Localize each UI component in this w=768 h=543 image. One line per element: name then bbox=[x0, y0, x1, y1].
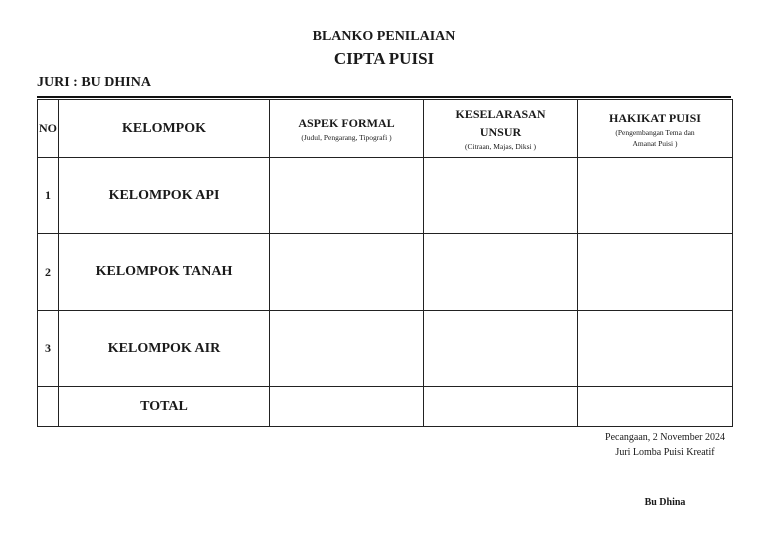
col-header-aspek-formal bbox=[270, 100, 424, 158]
total-cell-keselarasan[interactable] bbox=[424, 387, 578, 427]
score-cell-keselarasan[interactable] bbox=[424, 234, 578, 311]
hakikat-label: HAKIKAT PUISI bbox=[609, 110, 701, 125]
aspek-formal-label: ASPEK FORMAL bbox=[298, 116, 395, 130]
keselarasan-label-line1: KESELARASAN bbox=[455, 107, 546, 121]
hakikat-sublabel-2: Amanat Puisi ) bbox=[632, 138, 678, 148]
score-cell-hakikat[interactable] bbox=[578, 234, 733, 311]
score-table bbox=[37, 99, 733, 427]
aspek-formal-sublabel: (Judul, Pengarang, Tipografi ) bbox=[301, 133, 392, 142]
score-cell-keselarasan[interactable] bbox=[424, 158, 578, 234]
row-number: 1 bbox=[38, 158, 59, 234]
table-row bbox=[38, 158, 733, 234]
row-number: 2 bbox=[38, 234, 59, 311]
col-header-kelompok-label: KELOMPOK bbox=[122, 120, 206, 136]
score-cell-aspek-formal[interactable] bbox=[270, 234, 424, 311]
total-cell-aspek-formal[interactable] bbox=[270, 387, 424, 427]
form-subtitle: CIPTA PUISI bbox=[333, 49, 435, 68]
score-cell-hakikat[interactable] bbox=[578, 311, 733, 387]
score-cell-aspek-formal[interactable] bbox=[270, 311, 424, 387]
table-row bbox=[38, 311, 733, 387]
signature-name: Bu Dhina bbox=[644, 497, 686, 508]
table-row bbox=[38, 234, 733, 311]
row-number: 3 bbox=[38, 311, 59, 387]
row-kelompok: KELOMPOK API bbox=[59, 158, 270, 234]
juri-role: Juri Lomba Puisi Kreatif bbox=[615, 447, 715, 458]
hakikat-sublabel-1: (Pengembangan Tema dan bbox=[615, 127, 695, 137]
col-header-kelompok bbox=[59, 100, 270, 158]
keselarasan-sublabel: (Citraan, Majas, Diksi ) bbox=[464, 142, 537, 151]
total-row bbox=[38, 387, 733, 427]
row-kelompok: KELOMPOK TANAH bbox=[59, 234, 270, 311]
col-header-hakikat bbox=[578, 100, 733, 158]
total-number-cell bbox=[38, 387, 59, 427]
total-label: TOTAL bbox=[59, 387, 270, 427]
juri-label: JURI : BU DHINA bbox=[37, 75, 151, 90]
col-header-keselarasan bbox=[424, 100, 578, 158]
total-cell-hakikat[interactable] bbox=[578, 387, 733, 427]
place-date: Pecangaan, 2 November 2024 bbox=[605, 432, 725, 443]
score-cell-keselarasan[interactable] bbox=[424, 311, 578, 387]
col-header-no: NO bbox=[38, 100, 59, 158]
row-kelompok: KELOMPOK AIR bbox=[59, 311, 270, 387]
form-title: BLANKO PENILAIAN bbox=[312, 29, 456, 44]
header-divider bbox=[37, 96, 731, 98]
keselarasan-label-line2: UNSUR bbox=[479, 125, 522, 139]
table-header-row bbox=[38, 100, 733, 158]
score-cell-aspek-formal[interactable] bbox=[270, 158, 424, 234]
score-cell-hakikat[interactable] bbox=[578, 158, 733, 234]
